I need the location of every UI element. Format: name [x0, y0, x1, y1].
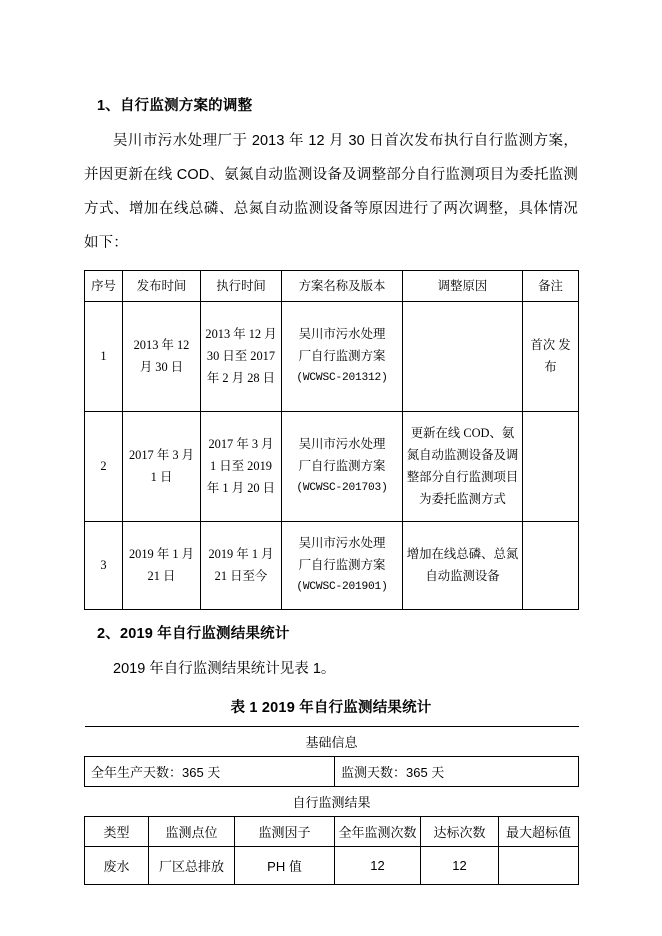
table-header-row — [85, 816, 579, 846]
section-1-heading: 1、自行监测方案的调整 — [97, 98, 253, 114]
results-band-label: 自行监测结果 — [85, 786, 579, 816]
col-header-pass: 达标次数 — [421, 816, 499, 846]
cell-reason: 更新在线 COD、氨氮自动监测设备及调整部分自行监测项目为委托监测方式 — [403, 411, 523, 521]
monitoring-days-value: 监测天数：365 天 — [335, 756, 579, 786]
cell-plan-name — [282, 521, 403, 609]
cell-type: 废水 — [85, 846, 149, 884]
document-content — [84, 96, 578, 885]
cell-note: 首次 发布 — [523, 301, 579, 411]
plan-name-line-1: 吴川市污水处理 — [298, 437, 386, 452]
cell-factor: PH 值 — [235, 846, 335, 884]
section-2-paragraph: 2019 年自行监测结果统计见表 1。 — [113, 660, 336, 677]
basic-info-band-label: 基础信息 — [85, 726, 579, 756]
plan-version-code: (WCWSC-201703) — [296, 482, 388, 495]
basic-info-row — [85, 756, 579, 786]
col-header-note: 备注 — [523, 270, 579, 301]
table-row — [85, 301, 579, 411]
cell-execute: 2019 年 1 月 21 日至今 — [201, 521, 282, 609]
plan-name-line-2: 厂自行监测方案 — [298, 558, 386, 573]
col-header-name: 方案名称及版本 — [282, 270, 403, 301]
col-header-execute: 执行时间 — [201, 270, 282, 301]
cell-pass: 12 — [421, 846, 499, 884]
cell-note — [523, 521, 579, 609]
cell-publish: 2019 年 1 月 21 日 — [123, 521, 201, 609]
adjustment-history-table — [84, 270, 579, 610]
plan-name-line-2: 厂自行监测方案 — [298, 459, 386, 474]
col-header-reason: 调整原因 — [403, 270, 523, 301]
col-header-factor: 监测因子 — [235, 816, 335, 846]
col-header-type: 类型 — [85, 816, 149, 846]
table-header-row — [85, 270, 579, 301]
cell-reason — [403, 301, 523, 411]
cell-plan-name — [282, 411, 403, 521]
cell-plan-name — [282, 301, 403, 411]
plan-version-code: (WCWSC-201901) — [296, 581, 388, 594]
table-row — [85, 846, 579, 884]
cell-execute: 2017 年 3 月 1 日至 2019 年 1 月 20 日 — [201, 411, 282, 521]
plan-name-line-1: 吴川市污水处理 — [298, 327, 386, 342]
results-band-row — [85, 786, 579, 816]
cell-publish: 2013 年 12 月 30 日 — [123, 301, 201, 411]
monitoring-results-table — [84, 726, 579, 885]
col-header-seq: 序号 — [85, 270, 123, 301]
table-row — [85, 521, 579, 609]
plan-name-line-2: 厂自行监测方案 — [298, 349, 386, 364]
plan-version-code: (WCWSC-201312) — [296, 372, 388, 385]
cell-reason: 增加在线总磷、总氮自动监测设备 — [403, 521, 523, 609]
cell-execute: 2013 年 12 月 30 日至 2017 年 2 月 28 日 — [201, 301, 282, 411]
cell-max-exceed — [499, 846, 579, 884]
table-row — [85, 411, 579, 521]
table-1-caption: 表 1 2019 年自行监测结果统计 — [230, 699, 432, 716]
plan-name-line-1: 吴川市污水处理 — [298, 536, 386, 551]
col-header-publish: 发布时间 — [123, 270, 201, 301]
col-header-point: 监测点位 — [149, 816, 235, 846]
section-1-paragraph: 吴川市污水处理厂于 2013 年 12 月 30 日首次发布执行自行监测方案，并因更新在线 COD、氨氮自动监测设备及调整部分自行监测项目为委托监测方式、增加在线总磷、总氮自动监测设备等原因进行了两次调整，具体情况如下： — [84, 132, 578, 251]
cell-seq: 2 — [85, 411, 123, 521]
cell-note — [523, 411, 579, 521]
production-days-value: 全年生产天数：365 天 — [85, 756, 335, 786]
col-header-max-exceed: 最大超标值 — [499, 816, 579, 846]
cell-seq: 3 — [85, 521, 123, 609]
basic-info-band-row — [85, 726, 579, 756]
cell-point: 厂区总排放 — [149, 846, 235, 884]
col-header-count: 全年监测次数 — [335, 816, 421, 846]
cell-count: 12 — [335, 846, 421, 884]
cell-seq: 1 — [85, 301, 123, 411]
cell-publish: 2017 年 3 月 1 日 — [123, 411, 201, 521]
section-2-heading: 2、2019 年自行监测结果统计 — [97, 625, 290, 642]
